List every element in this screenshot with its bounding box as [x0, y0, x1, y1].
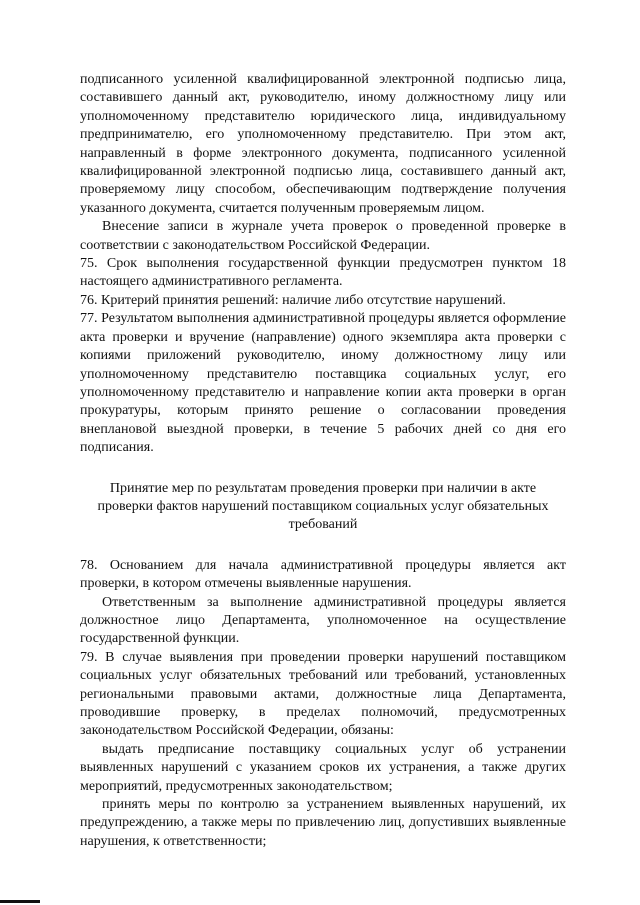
scan-edge-mark	[0, 900, 40, 903]
paragraph-journal-entry: Внесение записи в журнале учета проверок о проведенной проверке в соответствии с законодательством Российской Федерации.	[80, 219, 566, 253]
paragraph-75: 75. Срок выполнения государственной функции предусмотрен пунктом 18 настоящего административного регламента.	[80, 256, 566, 290]
section-heading: Принятие мер по результатам проведения проверки при наличии в акте проверки фактов нарушений поставщиком социальных услуг обязательных требований	[97, 480, 549, 533]
paragraph-issue-order: выдать предписание поставщику социальных услуг об устранении выявленных нарушений с указанием сроков их устранения, а также других мероприятий, предусмотренных законодательством;	[80, 741, 566, 794]
paragraph-responsible: Ответственным за выполнение административной процедуры является должностное лицо Департамента, уполномоченное на осуществление государственной функции.	[80, 594, 566, 647]
paragraph-79: 79. В случае выявления при проведении проверки нарушений поставщиком социальных услуг обязательных требований или требований, установленных региональными правовыми актами, должностные лица Департамента, проводившие проверку, в пределах полномочий, предусмотренных законодательством Российской Федерации, обязаны:	[80, 649, 566, 739]
paragraph-intro-continuation: подписанного усиленной квалифицированной электронной подписью лица, составившего данный акт, руководителю, иному должностному лицу или уполномоченному представителю юридического лица, индивидуальному предпринимателю, его уполномоченному представителю. При этом акт, направленный в форме электронного документа, подписанного усиленной квалифицированной электронной подписью лица, составившего данный акт, проверяемому лицу способом, обеспечивающим подтверждение получения указанного документа, считается полученным проверяемым лицом.	[80, 72, 566, 216]
paragraph-76: 76. Критерий принятия решений: наличие либо отсутствие нарушений.	[80, 292, 506, 308]
paragraph-78: 78. Основанием для начала административной процедуры является акт проверки, в котором отмечены выявленные нарушения.	[80, 557, 566, 592]
document-page	[80, 71, 566, 851]
paragraph-take-measures: принять меры по контролю за устранением выявленных нарушений, их предупреждению, а также меры по привлечению лиц, допустивших выявленные нарушения, к ответственности;	[80, 797, 566, 849]
paragraph-77: 77. Результатом выполнения административной процедуры является оформление акта проверки и вручение (направление) одного экземпляра акта проверки с копиями приложений руководителю, иному должностному лицу или уполномоченному представителю поставщика социальных услуг, его уполномоченному представителю и направление копии акта проверки в орган прокуратуры, которым принято решение о согласовании проведения внеплановой выездной проверки, в течение 5 рабочих дней со дня его подписания.	[80, 311, 566, 456]
